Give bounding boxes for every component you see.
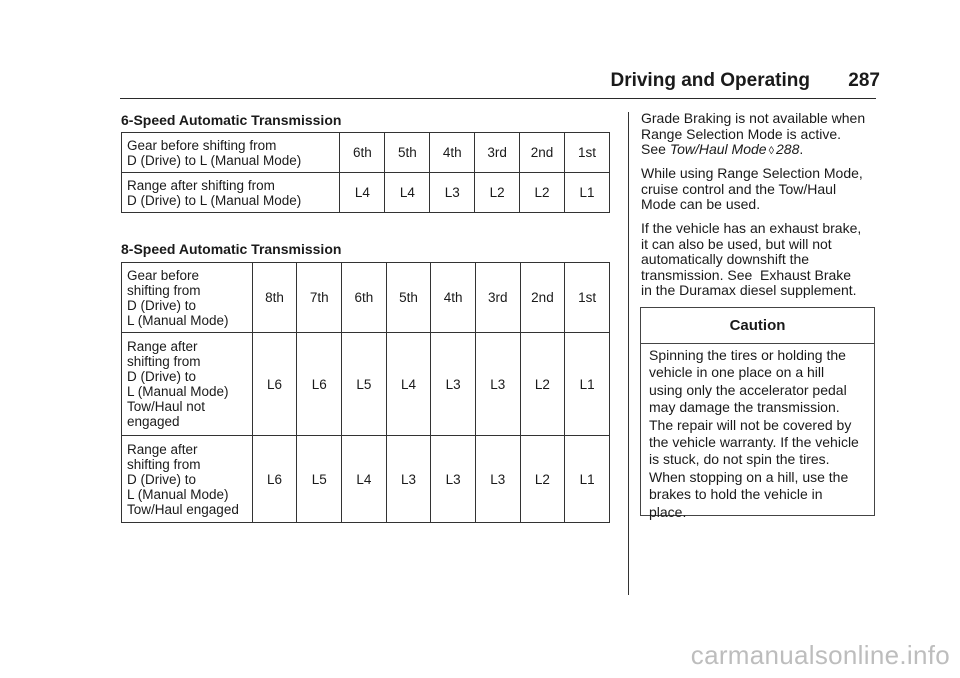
eight-speed-cell: L3: [475, 333, 520, 436]
eight-speed-row-label: [122, 263, 253, 333]
text-line: Range Selection Mode is active.: [641, 125, 841, 142]
six-speed-row-label: [122, 133, 340, 173]
six-speed-cell: L1: [565, 173, 610, 213]
eight-speed-cell: L1: [565, 436, 610, 523]
eight-speed-cell: 3rd: [475, 263, 520, 333]
eight-speed-cell: L6: [252, 436, 297, 523]
six-speed-cell: 6th: [340, 133, 385, 173]
label-line: L (Manual Mode): [127, 312, 229, 328]
eight-speed-row: [122, 263, 610, 333]
text-line: cruise control and the Tow/Haul: [641, 180, 837, 197]
page-reference-number[interactable]: 288: [776, 141, 800, 157]
range-selection-paragraph: [641, 166, 877, 213]
label-line: D (Drive) to: [127, 471, 197, 487]
label-line: Gear before: [127, 267, 200, 283]
six-speed-cell: L4: [385, 173, 430, 213]
eight-speed-cell: L5: [342, 333, 387, 436]
text-line: using only the accelerator pedal: [649, 381, 847, 398]
caution-divider: [641, 343, 874, 344]
eight-speed-cell: L6: [252, 333, 297, 436]
label-line: Tow/Haul not: [127, 399, 206, 414]
label-line: shifting from: [127, 456, 201, 472]
six-speed-cell: 5th: [385, 133, 430, 173]
six-speed-cell: 3rd: [475, 133, 520, 173]
eight-speed-cell: L4: [342, 436, 387, 523]
label-line: D (Drive) to L (Manual Mode): [127, 152, 302, 168]
text-line: The repair will not be covered by: [649, 416, 852, 433]
eight-speed-cell: L2: [520, 333, 565, 436]
eight-speed-cell: 6th: [342, 263, 387, 333]
label-line: Range after: [127, 441, 198, 457]
label-line: D (Drive) to: [127, 369, 197, 384]
text-line: place.: [649, 503, 687, 520]
label-line: Tow/Haul engaged: [127, 501, 239, 517]
eight-speed-cell: 2nd: [520, 263, 565, 333]
label-line: Gear before shifting from: [127, 137, 277, 153]
header-divider: [120, 98, 876, 99]
six-speed-cell: L2: [475, 173, 520, 213]
page-header: [610, 70, 880, 100]
label-line: D (Drive) to: [127, 297, 197, 313]
eight-speed-row-label: [122, 436, 253, 523]
column-divider: [628, 112, 629, 595]
eight-speed-row-label: [122, 333, 253, 436]
eight-speed-row: [122, 333, 610, 436]
text-line: Grade Braking is not available when: [641, 110, 866, 126]
label-line: engaged: [127, 414, 180, 429]
six-speed-heading: 6-Speed Automatic Transmission: [121, 112, 342, 128]
see-label: See: [641, 141, 666, 157]
six-speed-row: [122, 133, 610, 173]
six-speed-table: [121, 132, 610, 213]
text-line: When stopping on a hill, use the: [649, 468, 849, 485]
eight-speed-cell: 8th: [252, 263, 297, 333]
eight-speed-cell: L3: [386, 436, 431, 523]
eight-speed-heading: 8-Speed Automatic Transmission: [121, 241, 342, 257]
label-line: D (Drive) to L (Manual Mode): [127, 192, 302, 208]
text-line: in the Duramax diesel supplement.: [641, 282, 857, 298]
label-line: Range after: [127, 339, 198, 354]
tow-haul-mode-link[interactable]: Tow/Haul Mode: [669, 141, 767, 157]
text-line: brakes to hold the vehicle in: [649, 486, 823, 503]
label-line: Range after shifting from: [127, 177, 275, 193]
six-speed-cell: L3: [430, 173, 475, 213]
eight-speed-cell: L3: [431, 333, 476, 436]
label-line: L (Manual Mode): [127, 384, 229, 399]
page-reference-icon: ◊: [768, 145, 775, 157]
label-line: L (Manual Mode): [127, 486, 229, 502]
text-line: is stuck, do not spin the tires.: [649, 451, 830, 468]
six-speed-cell: L2: [520, 173, 565, 213]
text-line: it can also be used, but will not: [641, 235, 832, 252]
text-line: automatically downshift the: [641, 251, 810, 267]
text-line: While using Range Selection Mode,: [641, 165, 863, 181]
watermark: carmanualsonline.info: [690, 640, 950, 670]
caution-text: [649, 347, 859, 521]
eight-speed-cell: 7th: [297, 263, 342, 333]
exhaust-brake-paragraph: [641, 221, 877, 299]
eight-speed-cell: L3: [431, 436, 476, 523]
eight-speed-cell: L1: [565, 333, 610, 436]
eight-speed-table: [121, 262, 610, 523]
eight-speed-cell: 4th: [431, 263, 476, 333]
grade-braking-paragraph: Grade Braking is not available when Range Selection Mode is active. See Tow/Haul Mode ◊ 288.: [641, 111, 877, 160]
text-line: vehicle in one place on a hill: [649, 364, 825, 381]
six-speed-cell: L4: [340, 173, 385, 213]
label-line: shifting from: [127, 354, 201, 369]
caution-title: Caution: [729, 317, 786, 334]
page-number: 287: [848, 70, 880, 91]
caution-box: [640, 307, 875, 520]
text-line: may damage the transmission.: [649, 399, 840, 416]
eight-speed-cell: L3: [475, 436, 520, 523]
text-line: Spinning the tires or holding the: [649, 347, 846, 363]
eight-speed-cell: L5: [297, 436, 342, 523]
eight-speed-cell: L4: [386, 333, 431, 436]
six-speed-row: [122, 173, 610, 213]
eight-speed-row: [122, 436, 610, 523]
text-line: the vehicle warranty. If the vehicle: [649, 434, 859, 451]
six-speed-row-label: [122, 173, 340, 213]
text-line: Mode can be used.: [641, 196, 761, 212]
eight-speed-cell: L2: [520, 436, 565, 523]
text-line: If the vehicle has an exhaust brake,: [641, 220, 862, 236]
section-title: Driving and Operating: [610, 70, 810, 91]
eight-speed-cell: 5th: [386, 263, 431, 333]
six-speed-cell: 1st: [565, 133, 610, 173]
six-speed-cell: 2nd: [520, 133, 565, 173]
six-speed-cell: 4th: [430, 133, 475, 173]
text-line: transmission. See Exhaust Brake: [641, 266, 852, 283]
eight-speed-cell: 1st: [565, 263, 610, 333]
eight-speed-cell: L6: [297, 333, 342, 436]
label-line: shifting from: [127, 282, 201, 298]
